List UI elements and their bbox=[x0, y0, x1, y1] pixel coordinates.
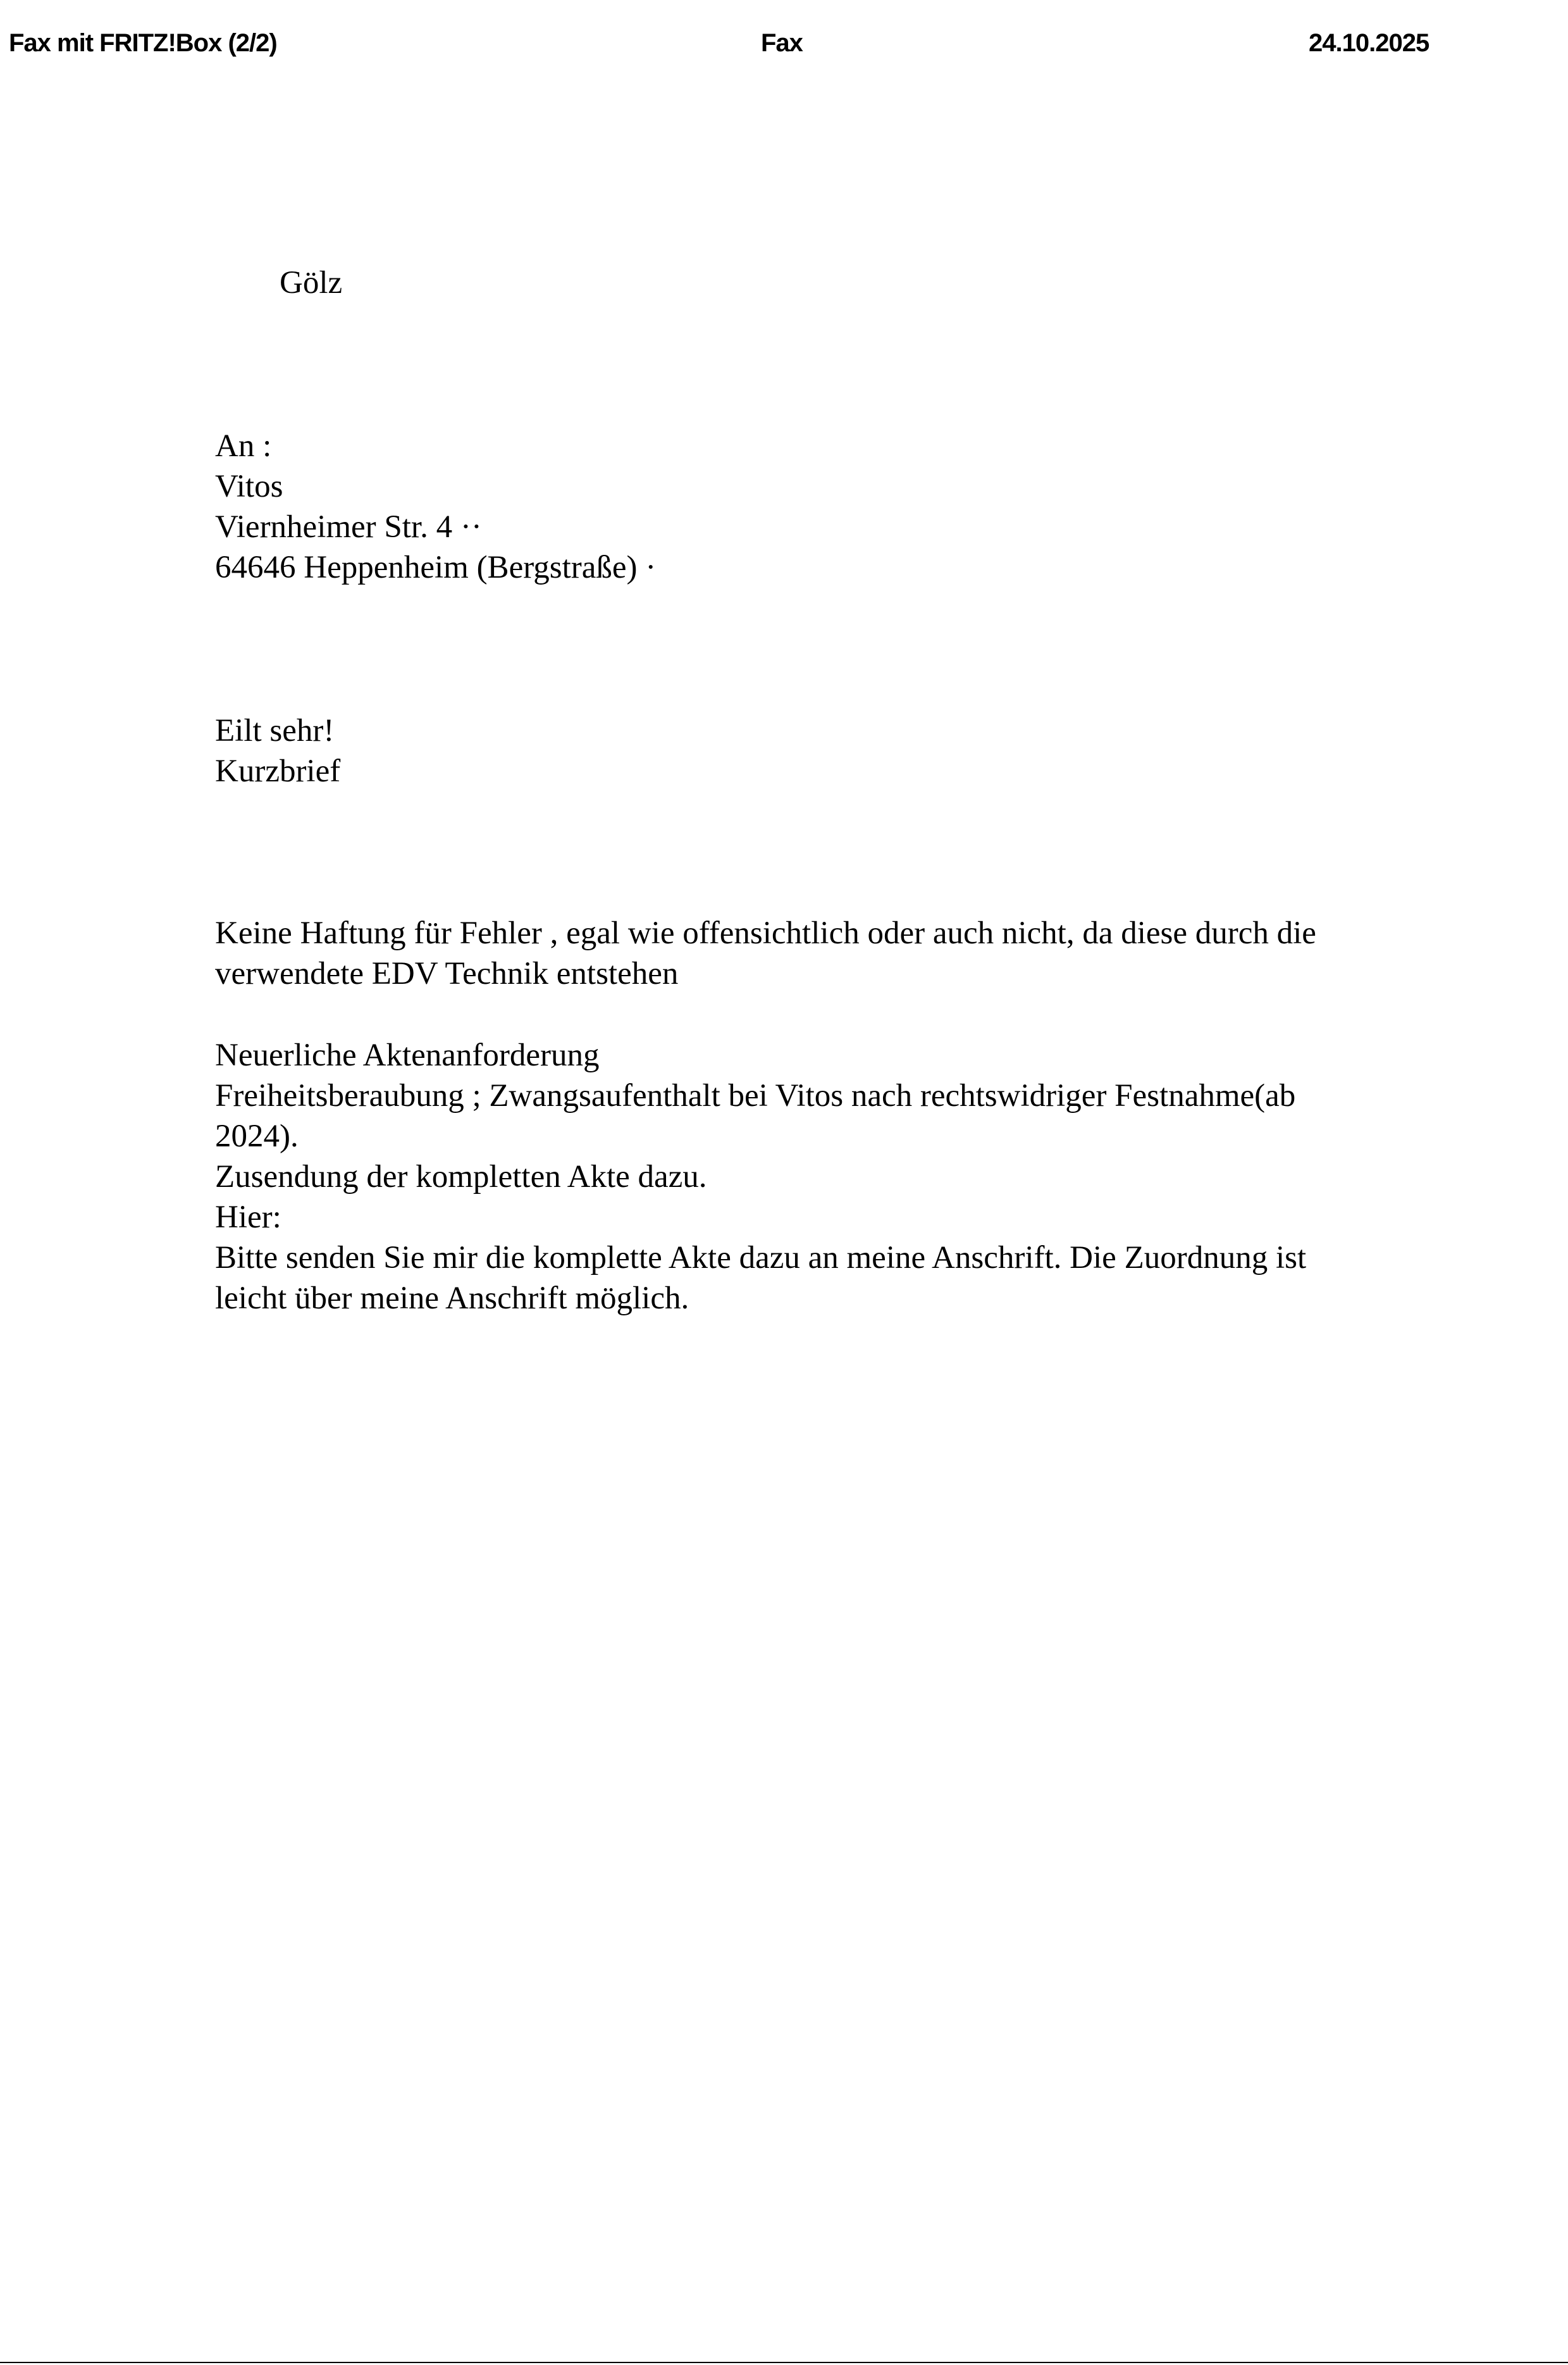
letter-type: Kurzbrief bbox=[215, 754, 341, 789]
disclaimer-paragraph bbox=[215, 913, 1366, 994]
sender-name: Gölz bbox=[280, 265, 343, 301]
request-paragraph bbox=[215, 1035, 1366, 1319]
request-heading: Neuerliche Aktenanforderung bbox=[215, 1038, 600, 1073]
disclaimer-line: Keine Haftung für Fehler , egal wie offensichtlich oder auch nicht, da diese durch die bbox=[215, 916, 1316, 951]
body-line: Freiheitsberaubung ; Zwangsaufenthalt bei Vitos nach rechtswidriger Festnahme(ab bbox=[215, 1078, 1296, 1114]
fax-header bbox=[0, 24, 1568, 62]
disclaimer-line: verwendete EDV Technik entstehen bbox=[215, 956, 679, 991]
fax-header-type: Fax bbox=[761, 29, 803, 57]
page-bottom-rule bbox=[0, 2362, 1568, 2363]
recipient-label: An : bbox=[215, 428, 272, 464]
body-line: Hier: bbox=[215, 1200, 281, 1235]
fax-header-title: Fax mit FRITZ!Box (2/2) bbox=[9, 29, 277, 57]
body-line: 2024). bbox=[215, 1119, 299, 1154]
body-line: Bitte senden Sie mir die komplette Akte dazu an meine Anschrift. Die Zuordnung ist bbox=[215, 1240, 1307, 1276]
subject-block bbox=[215, 711, 1366, 791]
recipient-name: Vitos bbox=[215, 469, 283, 504]
fax-header-date: 24.10.2025 bbox=[1309, 29, 1429, 57]
urgency-note: Eilt sehr! bbox=[215, 713, 335, 748]
body-line: Zusendung der kompletten Akte dazu. bbox=[215, 1159, 707, 1195]
recipient-city: 64646 Heppenheim (Bergstraße) · bbox=[215, 550, 657, 585]
body-line: leicht über meine Anschrift möglich. bbox=[215, 1281, 689, 1316]
recipient-street: Viernheimer Str. 4 ·· bbox=[215, 509, 482, 545]
recipient-address bbox=[215, 426, 1366, 588]
